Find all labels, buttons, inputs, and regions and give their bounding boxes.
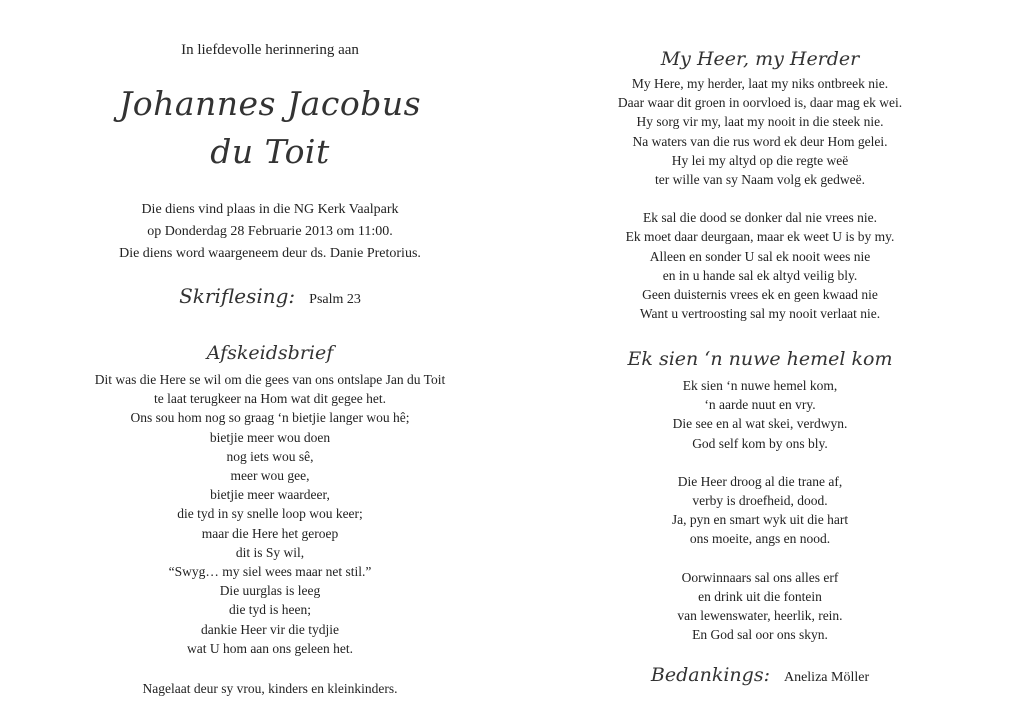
thanks-heading: Bedankings:: [650, 664, 770, 686]
farewell-line: te laat terugkeer na Hom wat dit gegee het.: [153, 391, 387, 407]
hymn-line: Ek sien ‘n nuwe hemel kom,: [682, 378, 838, 393]
hymn-line: Die Heer droog al die trane af,: [677, 473, 843, 489]
service-line: Die diens vind plaas in die NG Kerk Vaalpark: [141, 202, 399, 217]
farewell-line: wat U hom aan ons geleen het.: [186, 640, 354, 656]
farewell-line: meer wou gee,: [230, 468, 310, 484]
hymn-line: God self kom by ons bly.: [692, 435, 828, 451]
farewell-line: Dit was die Here se wil om die gees van ons ontslape Jan du Toit: [94, 372, 446, 387]
farewell-line: bietjie meer wou doen: [209, 429, 331, 445]
hymn-heading: Ek sien ‘n nuwe hemel kom: [627, 348, 893, 370]
psalm-line: My Here, my herder, laat my niks ontbreek nie.: [631, 76, 889, 91]
memorial-intro: In liefdevolle herinnering aan: [181, 42, 359, 58]
farewell-line: dankie Heer vir die tydjie: [201, 621, 339, 637]
psalm-heading: My Heer, my Herder: [660, 48, 860, 70]
deceased-name-first: Johannes Jacobus: [118, 84, 422, 123]
farewell-line: bietjie meer waardeer,: [210, 487, 330, 503]
service-details: [60, 199, 480, 265]
hymn-line: van lewenswater, heerlik, rein.: [677, 608, 843, 624]
thanks-name: Aneliza Möller: [783, 670, 870, 685]
psalm-line: en in u hande sal ek altyd veilig bly.: [662, 267, 858, 283]
psalm-line: Na waters van die rus word ek deur Hom gelei.: [632, 133, 888, 149]
psalm-line: Ek sal die dood se donker dal nie vrees nie.: [643, 210, 877, 226]
farewell-line: Ons sou hom nog so graag ‘n bietjie langer wou hê;: [130, 410, 410, 426]
psalm-stanza: [560, 208, 960, 323]
survived-by: Nagelaat deur sy vrou, kinders en kleinkinders.: [142, 681, 398, 696]
hymn-line: Die see en al wat skei, verdwyn.: [672, 416, 848, 432]
closing-hymn: [560, 348, 960, 644]
psalm-line: ter wille van sy Naam volg ek gedweë.: [655, 172, 865, 188]
hymn-line: ‘n aarde nuut en vry.: [704, 397, 816, 413]
scripture-reading: [60, 284, 480, 308]
psalm-line: Hy lei my altyd op die regte weë: [671, 152, 849, 168]
psalm-line: Want u vertroosting sal my nooit verlaat nie.: [639, 306, 881, 322]
reading-reference: Psalm 23: [309, 292, 361, 307]
hymn-line: ons moeite, angs en nood.: [689, 531, 831, 547]
reading-heading: Skriflesing:: [179, 284, 296, 308]
psalm-line: Geen duisternis vrees ek en geen kwaad nie: [642, 287, 878, 303]
farewell-letter: [60, 342, 480, 658]
farewell-line: nog iets wou sê,: [226, 448, 314, 464]
hymn-line: En God sal oor ons skyn.: [692, 627, 828, 643]
psalm-line: Daar waar dit groen in oorvloed is, daar mag ek wei.: [617, 95, 903, 111]
farewell-line: Die uurglas is leeg: [219, 583, 321, 599]
farewell-heading: Afskeidsbrief: [206, 342, 334, 364]
farewell-line: “Swyg… my siel wees maar net stil.”: [168, 564, 372, 580]
farewell-line: die tyd in sy snelle loop wou keer;: [177, 506, 363, 522]
deceased-name-surname: du Toit: [210, 132, 330, 171]
psalm-stanza: [560, 74, 960, 189]
psalm-hymn: [560, 48, 960, 323]
hymn-line: Oorwinnaars sal ons alles erf: [681, 569, 839, 585]
hymn-line: en drink uit die fontein: [698, 588, 822, 604]
hymn-stanza: [560, 376, 960, 453]
hymn-line: Ja, pyn en smart wyk uit die hart: [671, 512, 849, 528]
farewell-line: dit is Sy wil,: [235, 544, 305, 560]
psalm-line: Hy sorg vir my, laat my nooit in die steek nie.: [636, 114, 884, 130]
hymn-line: verby is droefheid, dood.: [692, 493, 828, 509]
farewell-line: die tyd is heen;: [228, 602, 312, 618]
farewell-line: maar die Here het geroep: [201, 525, 339, 541]
acknowledgements: [560, 664, 960, 686]
hymn-stanza: [560, 472, 960, 549]
psalm-line: Ek moet daar deurgaan, maar ek weet U is by my.: [625, 229, 895, 245]
psalm-line: Alleen en sonder U sal ek nooit wees nie: [649, 248, 871, 264]
hymn-stanza: [560, 568, 960, 645]
service-line: Die diens word waargeneem deur ds. Danie Pretorius.: [119, 246, 421, 261]
service-line: op Donderdag 28 Februarie 2013 om 11:00.: [147, 224, 393, 239]
